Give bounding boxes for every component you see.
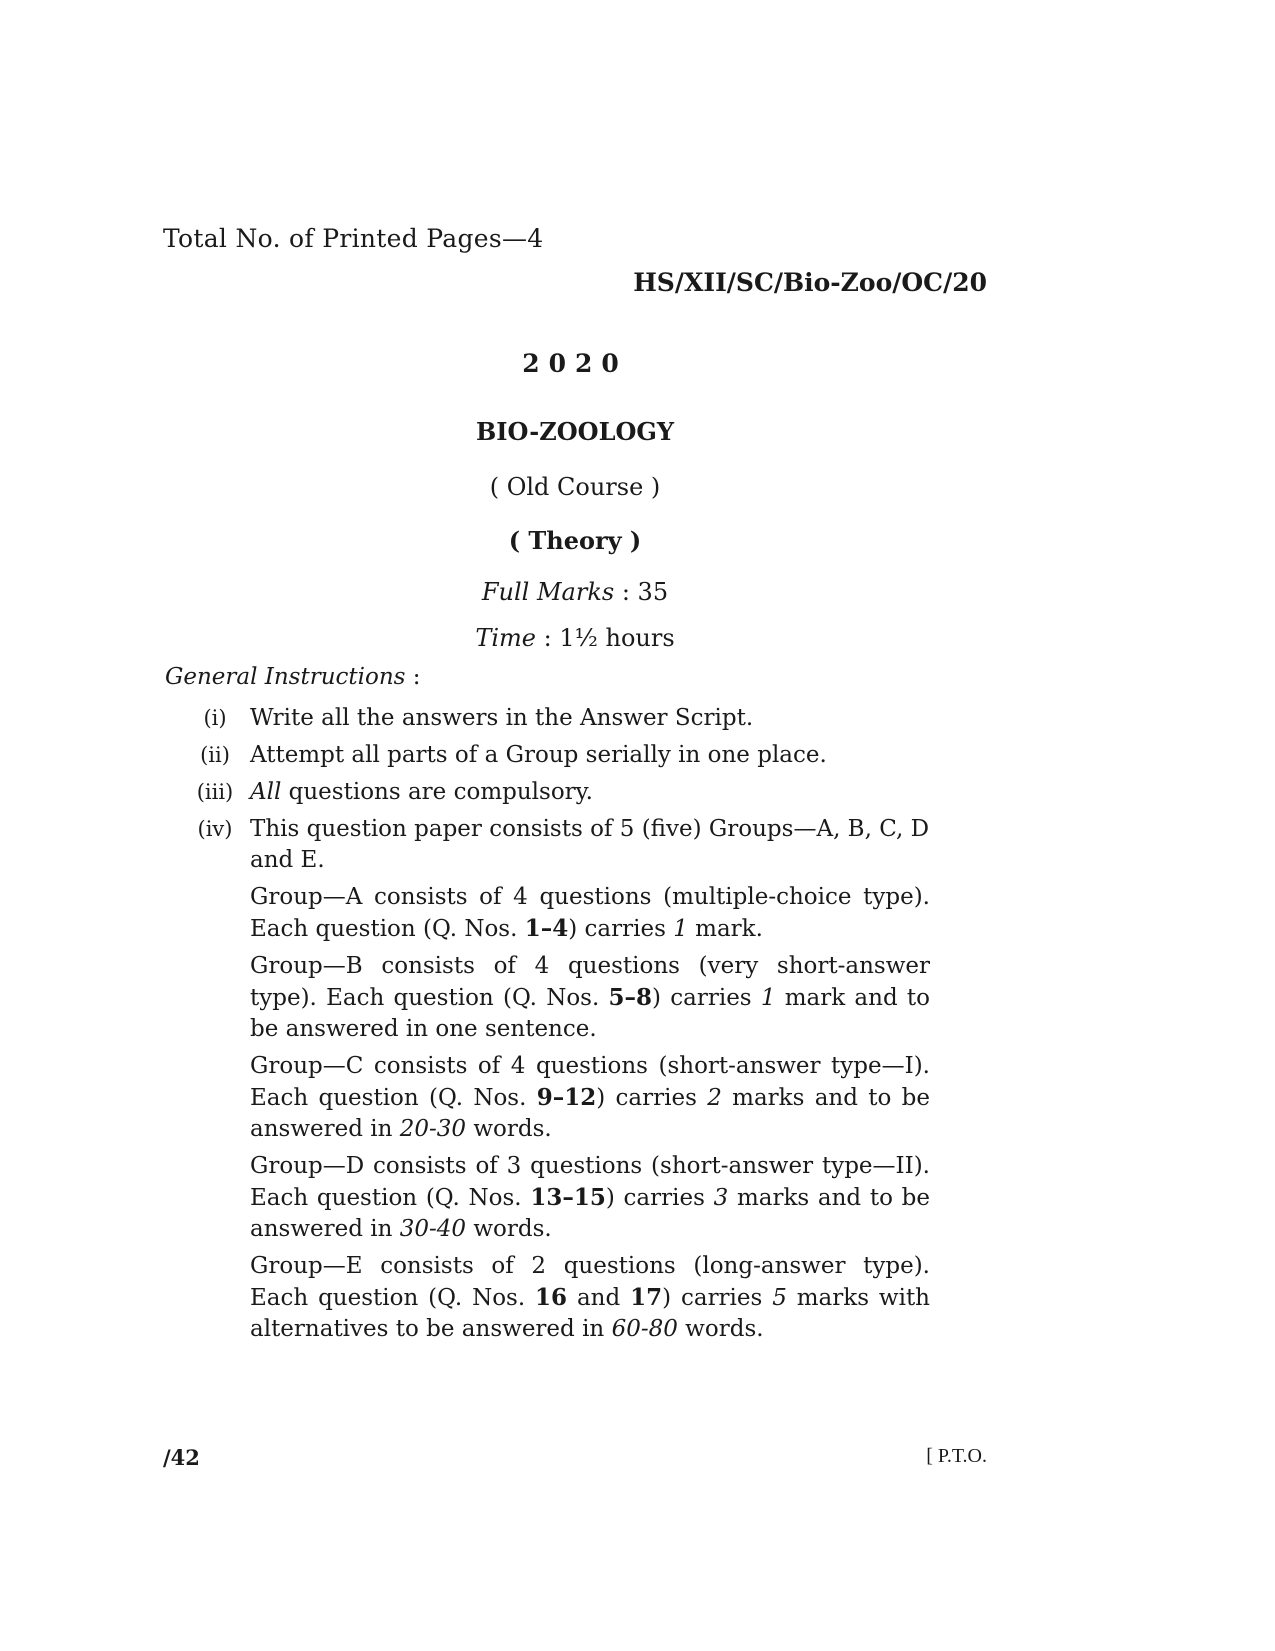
- word-limit: 20-30: [399, 1116, 467, 1142]
- marks-count: 3: [713, 1185, 729, 1211]
- instruction-text-rest: questions are compulsory.: [281, 779, 593, 805]
- group-text: words.: [466, 1116, 552, 1142]
- time-value: : 1½ hours: [543, 624, 675, 652]
- paper-code: HS/XII/SC/Bio-Zoo/OC/20: [633, 268, 987, 297]
- group-text: ) carries: [596, 1085, 708, 1111]
- group-text: words.: [466, 1216, 552, 1242]
- word-limit: 60-80: [611, 1316, 678, 1342]
- group-c-description: [250, 1051, 930, 1145]
- question-range: 9–12: [536, 1084, 597, 1111]
- question-range: 13–15: [530, 1184, 606, 1211]
- time-label: Time: [475, 624, 536, 652]
- word-limit: 30-40: [399, 1216, 467, 1242]
- footer-pto: [ P.T.O.: [926, 1445, 987, 1467]
- full-marks-label: Full Marks: [481, 578, 615, 606]
- group-text: mark.: [687, 916, 763, 942]
- group-text: ) carries: [652, 985, 761, 1011]
- instruction-number: (iv): [197, 817, 233, 841]
- group-text: marks and to be answered in: [250, 1085, 930, 1142]
- total-printed-pages: Total No. of Printed Pages—4: [163, 224, 544, 253]
- marks-count: 1: [673, 916, 688, 942]
- group-text: ) carries: [568, 916, 674, 942]
- exam-year: 2020: [522, 349, 628, 378]
- theory-label: ( Theory ): [508, 526, 642, 555]
- group-text: ) carries: [662, 1285, 773, 1311]
- group-b-description: [250, 951, 930, 1045]
- instruction-number: (i): [203, 706, 227, 730]
- general-instructions-label: General Instructions: [165, 664, 406, 690]
- group-text: Group—B consists of 4 questions (very short-answer type). Each question (Q. Nos.: [250, 953, 930, 1011]
- marks-count: 2: [707, 1085, 722, 1111]
- group-text: Group—E consists of 2 questions (long-answer type). Each question (Q. Nos.: [250, 1253, 930, 1311]
- full-marks-value: : 35: [621, 578, 669, 606]
- instruction-text: [250, 777, 930, 808]
- group-text: and: [567, 1285, 631, 1311]
- full-marks: [0, 578, 1150, 606]
- instruction-item: [180, 777, 930, 808]
- heading-colon: :: [412, 664, 421, 690]
- group-d-description: [250, 1151, 930, 1245]
- group-text: Group—D consists of 3 questions (short-answer type—II). Each question (Q. Nos.: [250, 1153, 930, 1211]
- instruction-text: This question paper consists of 5 (five) Groups—A, B, C, D and E.: [250, 816, 930, 873]
- question-range: 1–4: [524, 915, 569, 942]
- instruction-emphasis: All: [250, 779, 282, 805]
- group-e-description: [250, 1251, 930, 1345]
- instruction-item: [180, 814, 930, 876]
- subject-title: BIO-ZOOLOGY: [476, 417, 674, 446]
- instruction-item: [180, 740, 930, 771]
- group-text: marks with alternatives to be answered in: [250, 1285, 930, 1342]
- marks-count: 5: [772, 1285, 787, 1311]
- general-instructions-heading: [165, 664, 421, 690]
- footer-page-code: /42: [163, 1445, 200, 1470]
- instruction-text: Write all the answers in the Answer Script.: [250, 705, 754, 731]
- marks-count: 1: [760, 985, 776, 1011]
- question-number: 16: [535, 1284, 568, 1311]
- group-text: mark and to be answered in one sentence.: [250, 985, 931, 1042]
- course-label: ( Old Course ): [489, 473, 661, 501]
- instruction-text: Attempt all parts of a Group serially in one place.: [250, 742, 827, 768]
- question-number: 17: [630, 1284, 663, 1311]
- group-text: ) carries: [605, 1185, 714, 1211]
- group-text: Group—C consists of 4 questions (short-answer type—I). Each question (Q. Nos.: [250, 1053, 930, 1111]
- instructions-list: [180, 703, 930, 1351]
- group-text: marks and to be answered in: [250, 1185, 930, 1242]
- instruction-number: (iii): [196, 780, 234, 804]
- instruction-item: [180, 703, 930, 734]
- exam-time: [0, 624, 1150, 652]
- question-range: 5–8: [608, 984, 653, 1011]
- instruction-number: (ii): [200, 743, 230, 767]
- group-a-description: [250, 882, 930, 945]
- group-text: words.: [677, 1316, 764, 1342]
- group-text: Group—A consists of 4 questions (multiple-choice type). Each question (Q. Nos.: [250, 884, 930, 942]
